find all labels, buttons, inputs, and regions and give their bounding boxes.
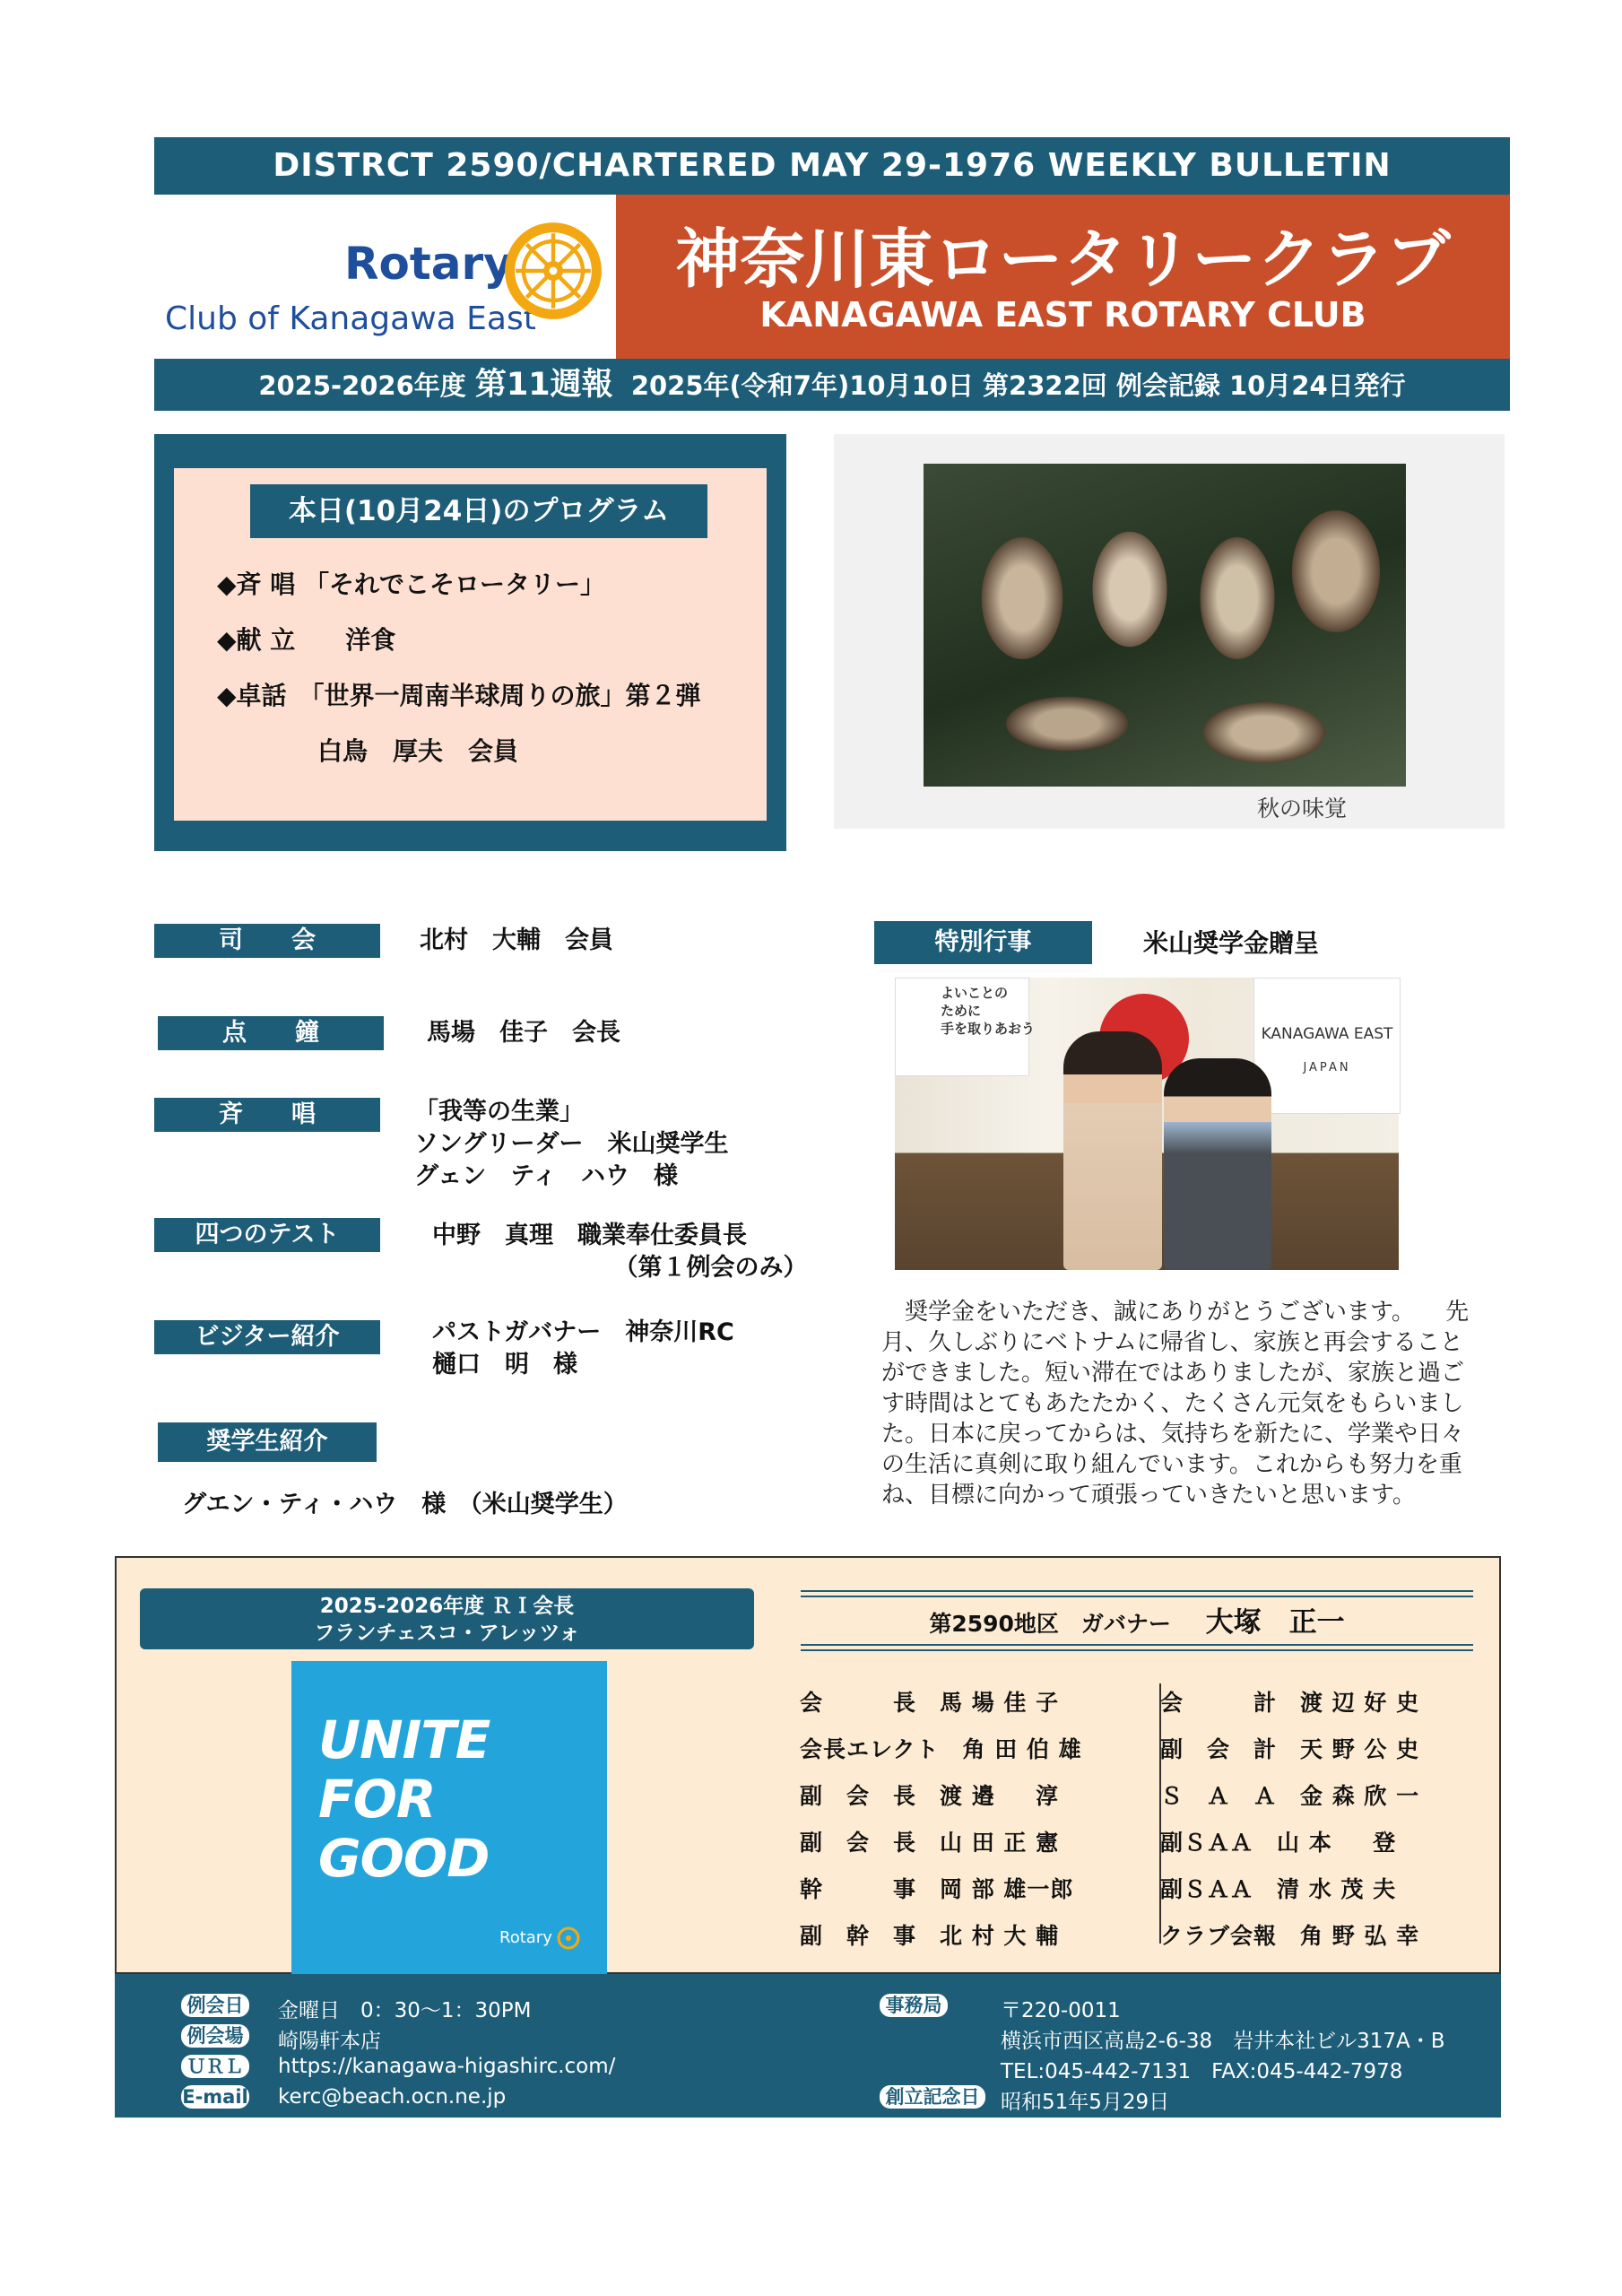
special-event-text: 米山奨学金贈呈	[1143, 928, 1320, 958]
officer-entry: 会長エレクト 角 田 伯 雄	[800, 1736, 1082, 1762]
role-value: 馬場 佳子 会長	[427, 1019, 620, 1047]
officer-entry: Ｓ Ａ Ａ 金 森 欣 一	[1160, 1783, 1420, 1809]
office-tag: 事務局	[880, 1994, 948, 2017]
ri-president-line2: フランチェスコ・アレッツォ	[314, 1622, 580, 1645]
office-address: 横浜市西区高島2-6-38 岩井本社ビル317A・B	[1001, 2030, 1445, 2053]
program-line: ◆献 立 洋食	[217, 625, 396, 655]
role-value: パストガバナー 神奈川RC 樋口 明 様	[432, 1318, 734, 1378]
program-line: 白鳥 厚夫 会員	[217, 736, 519, 766]
role-label: 点 鐘	[158, 1016, 384, 1050]
officer-entry: 会 長 馬 場 佳 子	[800, 1690, 1060, 1716]
banner-right-text2: JAPAN	[1303, 1061, 1351, 1074]
email-tag: E-mail	[182, 2086, 248, 2108]
issue-year: 2025-2026年度	[258, 370, 466, 401]
officer-entry: 副 会 長 山 田 正 憲	[800, 1830, 1060, 1856]
venue: 崎陽軒本店	[278, 2030, 381, 2053]
person-left	[1063, 1031, 1162, 1270]
role-value: 中野 真理 職業奉仕委員長 （第１例会のみ）	[432, 1222, 808, 1282]
program-line: ◆斉 唱 「それでこそロータリー」	[217, 570, 606, 599]
officer-entry: 副ＳＡＡ 山 本 登	[1160, 1830, 1397, 1856]
role-value: グエン・ティ・ハウ 様 （米山奨学生）	[182, 1491, 628, 1518]
rotary-wheel-icon	[557, 1926, 580, 1950]
person-right	[1164, 1058, 1271, 1270]
role-label: ビジター紹介	[154, 1320, 380, 1354]
meeting-day-tag: 例会日	[181, 1994, 249, 2017]
program-inner	[174, 468, 767, 821]
role-value: 「我等の生業」 ソングリーダー 米山奨学生 グェン ティ ハウ 様	[414, 1098, 729, 1190]
governor-name: 大塚 正一	[1205, 1606, 1345, 1639]
rotary-wheel-icon	[504, 222, 603, 320]
governor-rule-top	[801, 1590, 1473, 1597]
contact-footer	[115, 1974, 1501, 2118]
officer-entry: 副 会 計 天 野 公 史	[1160, 1736, 1420, 1762]
url-tag: ＵＲＬ	[181, 2055, 249, 2078]
rotary-logo	[154, 195, 616, 359]
role-label: 斉 唱	[154, 1098, 380, 1132]
role-label: 奨学生紹介	[158, 1422, 377, 1462]
governor-rule-bottom	[801, 1644, 1473, 1651]
scholar-letter: 奨学金をいただき、誠にありがとうございます。 先月、久しぶりにベトナムに帰省し、家族と再会することができました。短い滞在ではありましたが、家族と過ごす時間はとてもあたたかく、たくさん元気をもらいました。日本に戻ってからは、気持ちを新たに、学業や日々の生活に真剣に取り組んでいます。これからも努力を重ね、目標に向かって頑張っていきたいと思います。	[881, 1299, 1470, 1509]
meeting-day: 金曜日 0：30～1：30PM	[278, 1999, 532, 2022]
club-title-block	[616, 195, 1510, 359]
issue-details: 2025年(令和7年)10月10日 第2322回 例会記録 10月24日発行	[630, 370, 1406, 401]
officer-entry: 副ＳＡＡ 清 水 茂 夫	[1160, 1876, 1397, 1902]
venue-tag: 例会場	[181, 2024, 249, 2048]
officer-entry: クラブ会報 角 野 弘 幸	[1160, 1923, 1420, 1949]
governor-prefix: 第2590地区 ガバナー	[929, 1611, 1171, 1637]
banner-right-text: KANAGAWA EAST	[1261, 1025, 1393, 1043]
role-value: 北村 大輔 会員	[420, 926, 613, 954]
photo-frame	[834, 434, 1505, 829]
club-title-jp: 神奈川東ロータリークラブ	[675, 222, 1451, 297]
logo-rotary-text: Rotary	[344, 238, 513, 290]
office-zip: 〒220-0011	[1001, 1999, 1121, 2022]
special-event-label: 特別行事	[874, 921, 1092, 964]
unite-rotary-text: Rotary	[499, 1928, 552, 1947]
email-link[interactable]: kerc@beach.ocn.ne.jp	[278, 2085, 507, 2109]
founding-tag: 創立記念日	[880, 2085, 985, 2109]
program-box	[154, 434, 786, 851]
matsutake-photo	[924, 464, 1406, 787]
unite-for-good-logo	[291, 1661, 607, 1975]
officers-panel	[115, 1556, 1501, 1974]
issue-bar	[154, 359, 1510, 411]
officer-entry: 副 幹 事 北 村 大 輔	[800, 1923, 1060, 1949]
role-label: 四つのテスト	[154, 1218, 380, 1252]
photo-banner-right	[1253, 978, 1401, 1114]
officer-entry: 副 会 長 渡 邉 淳	[800, 1783, 1060, 1809]
website-link[interactable]: https://kanagawa-higashirc.com/	[278, 2055, 616, 2078]
office-phone: TEL:045-442-7131 FAX:045-442-7978	[1001, 2060, 1403, 2083]
ri-president-bar	[140, 1588, 754, 1649]
officer-entry: 幹 事 岡 部 雄一郎	[800, 1876, 1074, 1902]
unite-text: UNITE FOR GOOD	[318, 1709, 490, 1889]
role-label: 司 会	[154, 924, 380, 958]
issue-week: 第11週報	[474, 367, 613, 403]
photo-caption: 秋の味覚	[1256, 796, 1347, 822]
club-title-en: KANAGAWA EAST ROTARY CLUB	[759, 295, 1366, 335]
district-governor	[801, 1599, 1473, 1639]
program-line: ◆卓話 「世界一周南半球周りの旅」第２弾	[217, 681, 701, 710]
photo-caption-wrap	[834, 791, 1505, 823]
photo-banner-left: よいことの ために 手を取りあおう	[895, 978, 1029, 1076]
logo-club-text: Club of Kanagawa East	[165, 300, 536, 337]
ri-president-line1: 2025-2026年度 ＲＩ会長	[319, 1595, 575, 1618]
program-title: 本日(10月24日)のプログラム	[250, 484, 707, 538]
officers-divider	[1159, 1683, 1161, 1944]
scholarship-photo	[895, 978, 1399, 1270]
founding-date: 昭和51年5月29日	[1001, 2091, 1170, 2114]
bulletin-top-bar: DISTRCT 2590/CHARTERED MAY 29-1976 WEEKLY BULLETIN	[154, 137, 1510, 195]
officer-entry: 会 計 渡 辺 好 史	[1160, 1690, 1420, 1716]
